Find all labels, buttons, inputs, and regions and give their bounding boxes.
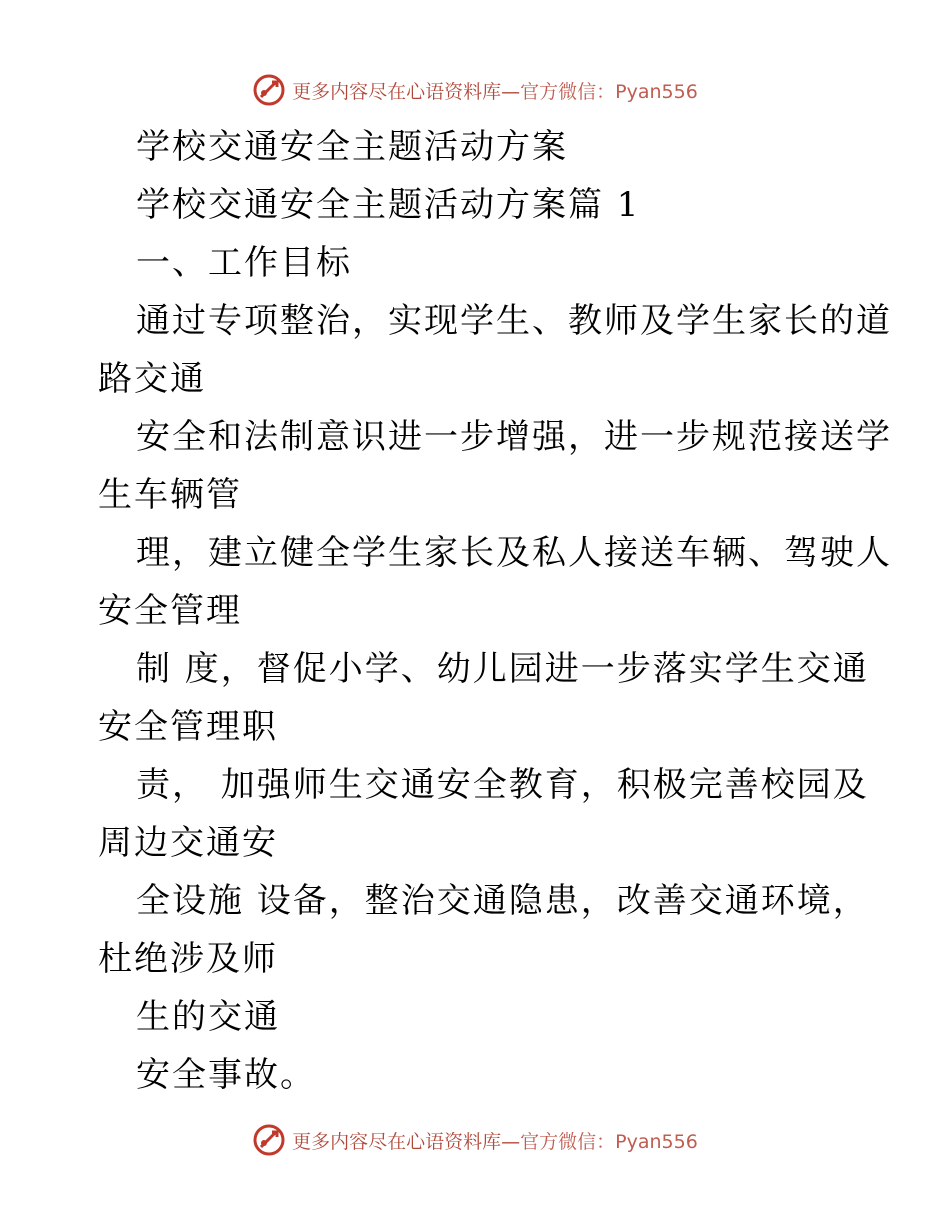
- text-line: 周边交通安: [98, 823, 278, 863]
- text-line: 杜绝涉及师: [98, 939, 278, 979]
- text-line: 制 度，督促小学、幼儿园进一步落实学生交通: [136, 649, 869, 689]
- text-line: 安全事故。: [136, 1055, 316, 1095]
- banner-text: 更多内容尽在心语资料库—: [292, 80, 521, 103]
- header-banner: [0, 70, 950, 110]
- logo-icon: [252, 73, 286, 107]
- text-line: 全设施 设备，整治交通隐患，改善交通环境，: [136, 881, 869, 921]
- document-body: [98, 118, 892, 1104]
- text-line: 安全管理: [98, 591, 242, 631]
- logo-icon: [252, 1123, 286, 1157]
- text-line: 路交通: [98, 359, 206, 399]
- text-line: 学校交通安全主题活动方案: [136, 127, 568, 167]
- text-line: 理，建立健全学生家长及私人接送车辆、驾驶人: [136, 533, 892, 573]
- text-line: 通过专项整治，实现学生、教师及学生家长的道: [136, 301, 892, 341]
- text-line: 责， 加强师生交通安全教育，积极完善校园及: [136, 765, 869, 805]
- banner-wechat: 官方微信：Pyan556: [520, 1130, 698, 1153]
- text-line: 一、工作目标: [136, 243, 352, 283]
- text-line: 安全和法制意识进一步增强，进一步规范接送学: [136, 417, 892, 457]
- banner-wechat: 官方微信：Pyan556: [520, 80, 698, 103]
- text-line: 学校交通安全主题活动方案篇 1: [136, 185, 641, 225]
- text-line: 生车辆管: [98, 475, 242, 515]
- footer-banner: [0, 1120, 950, 1160]
- text-line: 生的交通: [136, 997, 280, 1037]
- text-line: 安全管理职: [98, 707, 278, 747]
- banner-text: 更多内容尽在心语资料库—: [292, 1130, 521, 1153]
